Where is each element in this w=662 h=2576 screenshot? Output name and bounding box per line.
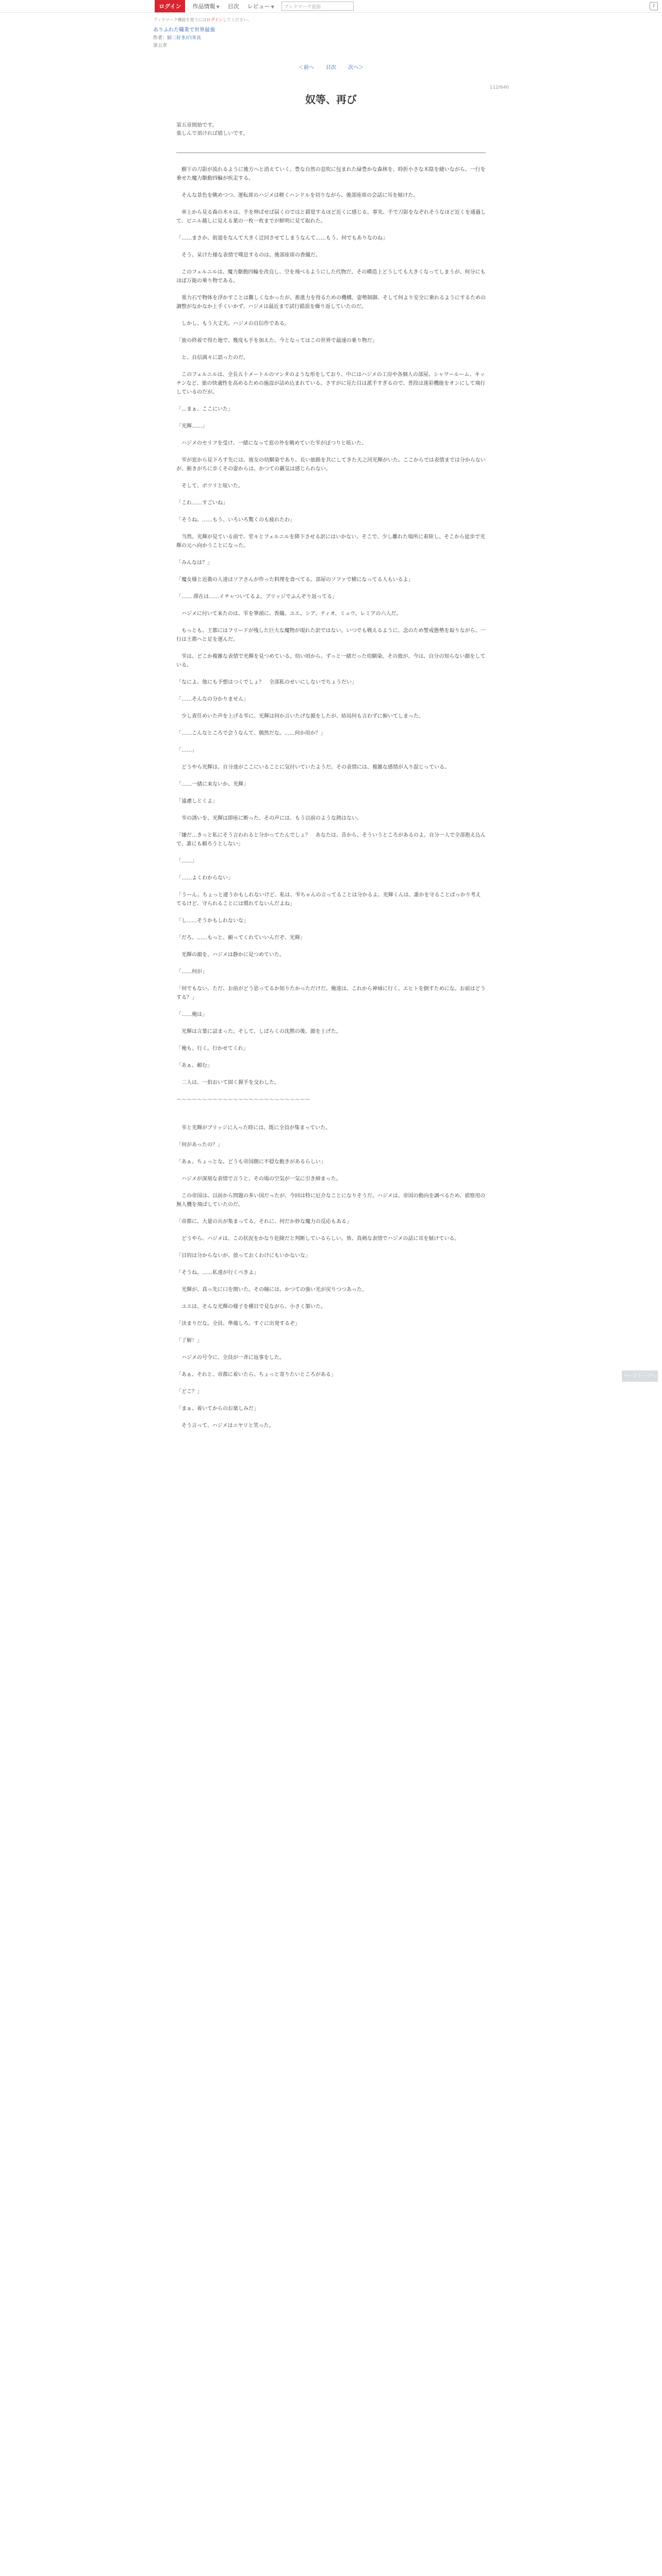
paragraph: と、自信満々に語ったのだ。: [176, 355, 249, 361]
notice-text-suffix: してください。: [223, 18, 252, 22]
paragraph: 「どこ？」: [176, 1389, 202, 1395]
paragraph: 「…まぁ、ここにいた」: [176, 406, 233, 412]
notice-login-link[interactable]: ログイン: [206, 18, 223, 22]
paragraph: 「俺も、行く。行かせてくれ」: [176, 1046, 249, 1052]
paragraph: ハジメが深刻な表情で言うと、その場の空気が一気に引き締まった。: [176, 1176, 341, 1182]
paragraph: 「何でもない。ただ、お前がどう思ってるか知りたかっただけだ。俺達は、これから神域に行く。エヒトを倒すためにな。お前はどうする？」: [176, 986, 486, 1001]
paragraph: 「……何が」: [176, 969, 207, 975]
paragraph: このフェルニルは、全長五十メートルのマンタのような形をしており、中にはハジメの工房や各個人の部屋、シャワールーム、キッチンなど、旅の快適性を高めるための施設が詰め込まれている。さすがに見た目は派手すぎるので、普段は迷彩機能をオンにして飛行しているのだが。: [176, 372, 486, 395]
chevron-down-icon: ▼: [271, 5, 274, 9]
paragraph: そんな景色を眺めつつ、運転席のハジメは軽くハンドルを切りながら、後部座席の会話に耳を傾けた。: [176, 193, 419, 198]
paragraph: 雫が窓から見下ろす先には、彼女の幼馴染であり、長い旅路を共にしてきた天之河光輝がいた。ここからでは表情までは分からないが、俯きがちに歩くその姿からは、かつての覇気は感じられない。: [176, 457, 486, 472]
paragraph: どうやら、ハジメは、この状況をかなり危険だと判断しているらしい。皆、真剣な表情でハジメの話に耳を傾けている。: [176, 1236, 460, 1242]
paragraph: 樹下の刀影が流れるように後方へと消えていく。豊な自然の息吹に包まれた緑豊かな森林を、時折小さな木陰を縫いながら、一行を乗せた魔力駆動四輪が疾走する。: [176, 167, 486, 181]
paragraph: 「まぁ、着いてからのお楽しみだ」: [176, 1406, 259, 1412]
paragraph: そう、呆けた様な表情で嘆息するのは、後部座席の香織だ。: [176, 252, 321, 258]
paragraph: 「了解！」: [176, 1338, 202, 1344]
paragraph: 「……一緒に来ないか、光輝」: [176, 782, 249, 787]
paragraph: 「そうね。……私達が行くべきよ」: [176, 1270, 259, 1276]
paragraph: そして、ポツリと呟いた。: [176, 483, 243, 489]
paragraph: 二人は、一拍おいて固く握手を交わした。: [176, 1080, 279, 1086]
main-content: [153, 13, 509, 1430]
divider: [176, 152, 486, 153]
next-page-link[interactable]: 次へ＞: [348, 65, 364, 71]
body-section: [176, 1044, 486, 1087]
paragraph: 光輝の顔を、ハジメは静かに見つめていた。: [176, 952, 285, 958]
menu-item-label: 目次: [227, 3, 239, 10]
paragraph: このフェルニルは、魔力駆動四輪を改良し、空を飛べるようにした代物だ。その構造上どうしても大きくなってしまうが、何分にもほぼ万能の乗り物である。: [176, 269, 486, 284]
paragraph: ハジメのセリフを受け、一緒になって窓の外を眺めていた雫がぽつりと呟いた。: [176, 440, 367, 446]
preface-line: 楽しんで頂ければ嬉しいです。: [176, 131, 249, 137]
toc-link[interactable]: 目次: [326, 65, 336, 71]
paragraph: 重力石で物体を浮かすことは難しくなかったが、推進力を得るための機構、姿勢制御、そして何より安全に乗れるようにするための調整がなかなか上手くいかず、ハジメは最近まで試行錯誤を繰り返していたのだ。: [176, 295, 486, 310]
paragraph: 「……よくわからない」: [176, 875, 233, 881]
body-section: [176, 405, 486, 1036]
menu-item-label: レビュー: [247, 3, 270, 10]
preface-line: 第五章開始です。: [176, 123, 218, 128]
body-section: [176, 1124, 486, 1430]
paragraph: 「旅の終着で得た地で、幾度も手を加えた、今となってはこの世界で最速の乗り物だ」: [176, 338, 377, 344]
paragraph: 「決まりだな。全員、準備しろ。すぐに出発するぞ」: [176, 1321, 300, 1327]
paragraph: 「し……そうかもしれないな」: [176, 918, 249, 924]
chapter-title: 奴等、再び: [305, 93, 357, 106]
paragraph: 「あぁ、それと、帝都に着いたら、ちょっと寄りたいところがある」: [176, 1372, 336, 1378]
menu-item-review[interactable]: [247, 2, 274, 10]
menu-item-label: 作品情報: [192, 3, 216, 10]
paragraph: 光輝は言葉に詰まった。そして、しばらくの沈黙の後、顔を上げた。: [176, 1029, 341, 1035]
paragraph: 「……まさか、街道をなんて大きく迂回させてしまうなんて……もう、何でもありなのね」: [176, 235, 388, 241]
paragraph: 「……」: [176, 748, 197, 753]
top-navigation-bar: [0, 0, 662, 13]
paragraph: もっとも、王都にはフリードが残した巨大な魔物が現れた訳ではない。いつでも戦えるように、念のため警戒態勢を取りながら、一行は王都へと足を運んだ。: [176, 628, 486, 642]
paragraph: しかし、もう大丈夫。ハジメの自信作である。: [176, 321, 290, 327]
pager-top: [153, 63, 509, 71]
scene-break: 〜〜〜〜〜〜〜〜〜〜〜〜〜〜〜〜〜〜〜〜〜〜〜〜〜〜: [176, 1097, 310, 1103]
paragraph: ハジメに付いて来たのは、雫を筆頭に、香織、ユエ、シア、ティオ、ミュウ、レミアの六人だ。: [176, 611, 402, 617]
login-notice: [153, 17, 509, 23]
paragraph: 雫と光輝がブリッジに入った時には、既に全員が集まっていた。: [176, 1125, 331, 1131]
page-top-button[interactable]: ページトップへ: [622, 1370, 658, 1382]
body-section: [176, 165, 486, 397]
prev-page-link[interactable]: ＜前へ: [298, 65, 314, 71]
chevron-down-icon: ▼: [216, 5, 220, 9]
paragraph: ハジメの号令に、全員が一斉に返事をした。: [176, 1355, 285, 1361]
paragraph: 「そうね。……もう、いろいろ驚くのも疲れたわ」: [176, 517, 295, 523]
paragraph: そう言って、ハジメはニヤリと笑った。: [176, 1423, 274, 1429]
notice-text: ブックマーク機能を使うには: [153, 18, 207, 22]
paragraph: 「帝都に、大量の兵が集まってる。それに、何だか妙な魔力の反応もある」: [176, 1219, 352, 1225]
menu-item-toc[interactable]: [228, 2, 239, 10]
share-icon[interactable]: ⇪: [650, 2, 658, 10]
paragraph: ユエは、そんな光輝の様子を横目で見ながら、小さく頷いた。: [176, 1304, 326, 1310]
paragraph: 車上から見る森の木々は、手を伸ばせば届くのではと錯覚するほど近くに感じる。事実、手で刀影をなぞれそうなほど近くを通過して、ビニル越しに見える葉の一枚一枚までが鮮明に見て取れた。: [176, 210, 486, 224]
chapter-body: [176, 165, 486, 1087]
paragraph: 「……」: [176, 858, 197, 864]
paragraph: 光輝が、真っ先に口を開いた。その瞳には、かつての強い光が戻りつつあった。: [176, 1287, 367, 1293]
author-link[interactable]: 厨二好き/白米良: [167, 36, 202, 41]
login-button[interactable]: ログイン: [155, 0, 185, 12]
bookmark-add-button[interactable]: ブックマーク追加: [282, 2, 354, 11]
paragraph: 「目的は分からないが、放っておくわけにもいかないな」: [176, 1253, 310, 1259]
paragraph: 「……こんなところで会うなんて、偶然だな。……何か用か？」: [176, 731, 326, 736]
paragraph: 「……俺は」: [176, 1012, 207, 1018]
paragraph: 「なによ、他にも予想はつくでしょ？ 全部私のせいにしないでちょうだい」: [176, 680, 357, 685]
series-title[interactable]: ありふれた職業で世界最強: [153, 27, 215, 33]
author-label: 作者：: [153, 36, 168, 41]
page-counter: 112/640: [489, 85, 509, 90]
paragraph: 雫の誘いを、光輝は即座に断った。その声には、もう以前のような熱はない。: [176, 816, 362, 821]
paragraph: 「嫌だ…きっと私にそう言われると分かってたんでしょ？ あなたは、昔から、そういうところがあるのよ。自分一人で全部抱え込んで、誰にも頼ろうとしない」: [176, 833, 486, 847]
author-row: [153, 34, 509, 41]
paragraph: この帝国は、以前から問題の多い国だったが、今回は特に厄介なことになりそうだ。ハジメは、帝国の動向を調べるため、偵察用の無人機を飛ばしていたのだ。: [176, 1193, 486, 1208]
paragraph: 「光輝……」: [176, 423, 207, 429]
paragraph: 「……そんなの分かりません」: [176, 697, 249, 702]
paragraph: 「魔女様と近衛の人達はソアさんが作った料理を食べてる。部屋のソファで横になってる人もいるよ」: [176, 577, 413, 583]
paragraph: 「遠慮しとくよ」: [176, 799, 218, 804]
paragraph: どうやら光輝は、自分達がここにいることに気付いていたようだ。その表情には、複雑な感情が入り混じっている。: [176, 765, 450, 770]
preface: [176, 122, 486, 138]
paragraph: 「うーん。ちょっと違うかもしれないけど、私は、雫ちゃんの言ってることは分かるよ。光輝くんは、誰かを守ることばっかり考えてるけど、守られることには慣れてないんだよね」: [176, 892, 481, 907]
paragraph: 「みんなは？」: [176, 560, 212, 566]
paragraph: 「あぁ、頼む」: [176, 1063, 212, 1069]
paragraph: 「だろ。……もっと、頼ってくれていいんだぞ、光輝」: [176, 935, 305, 941]
paragraph: 「これ……すごいね」: [176, 500, 228, 506]
paragraph: 「あぁ、ちょっとな。どうも帝国側に不穏な動きがあるらしい」: [176, 1159, 326, 1165]
chapter-body-continued: [176, 1124, 486, 1430]
paragraph: 「…… 滞在は……イチャついてるよ。ブリッジでふんぞり返ってる」: [176, 594, 338, 600]
paragraph: 雫は、どこか複雑な表情で光輝を見つめている。幼い頃から、ずっと一緒だった幼馴染。その彼が、今は、自分の知らない顔をしている。: [176, 654, 486, 668]
paragraph: 「何があったの？」: [176, 1142, 223, 1148]
menu-item-work-info[interactable]: [192, 2, 219, 10]
paragraph: 少し責任めいた声を上げる雫に、光輝は何か言いたげな顔をしたが、結局何も言わずに俯いてしまった。: [176, 714, 424, 719]
chapter-group: 第五章: [153, 43, 168, 48]
paragraph: 当然、光輝が見ている前で、堂々とフェルニルを降下させる訳にはいかない。そこで、少し離れた場所に着陸し、そこから徒歩で光輝の元へ向かうことになった。: [176, 534, 486, 549]
